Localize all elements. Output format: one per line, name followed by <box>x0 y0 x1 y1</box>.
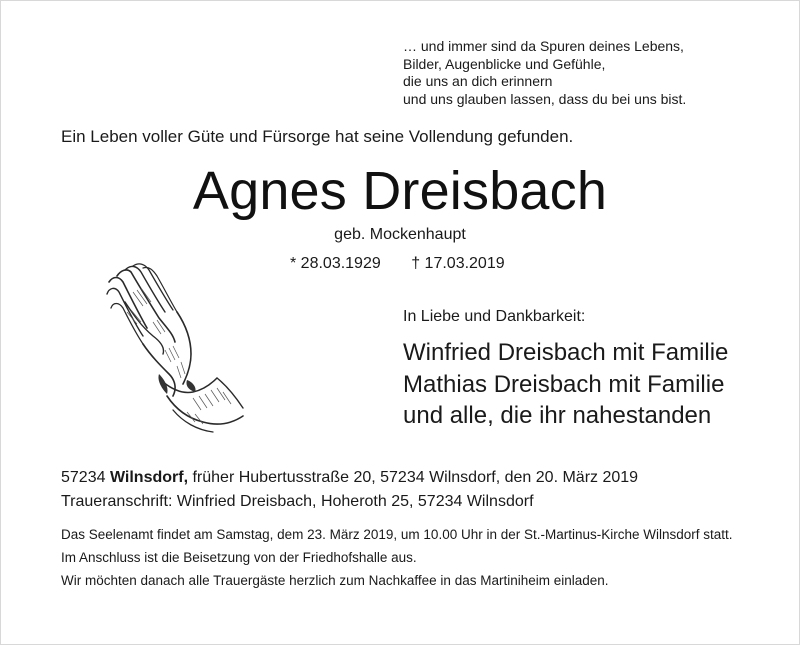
residence-details: früher Hubertusstraße 20, 57234 Wilnsdorf, den 20. März 2019 <box>192 469 639 486</box>
poem-line: … und immer sind da Spuren deines Lebens, <box>403 38 684 54</box>
residence-line <box>61 466 638 490</box>
maiden-name: geb. Mockenhaupt <box>334 226 466 243</box>
mourner-line: Mathias Dreisbach mit Familie <box>403 370 725 398</box>
note-paragraph: Wir möchten danach alle Trauergäste herzlich zum Nachkaffee in das Martiniheim einladen. <box>61 573 609 588</box>
life-dates <box>290 255 505 273</box>
poem-line: und uns glauben lassen, dass du bei uns bist. <box>403 90 687 107</box>
mourner-line: und alle, die ihr nahestanden <box>403 402 712 429</box>
mourning-address: Traueranschrift: Winfried Dreisbach, Hoheroth 25, 57234 Wilnsdorf <box>61 493 534 510</box>
poem-line: die uns an dich erinnern <box>403 73 553 89</box>
note-paragraph: Das Seelenamt findet am Samstag, dem 23. März 2019, um 10.00 Uhr in der St.-Martinus-Kirche Wilnsdorf statt. <box>61 527 733 542</box>
poem <box>403 38 686 108</box>
birth-date: * 28.03.1929 <box>290 255 381 272</box>
address-block <box>61 466 638 514</box>
thanks-line: In Liebe und Dankbarkeit: <box>403 308 586 325</box>
zip-code: 57234 <box>61 469 106 486</box>
praying-hands-icon <box>103 262 249 434</box>
poem-line: Bilder, Augenblicke und Gefühle, <box>403 55 606 72</box>
intro-sentence: Ein Leben voller Güte und Fürsorge hat seine Vollendung gefunden. <box>61 127 574 146</box>
service-notes <box>61 526 741 595</box>
death-date: † 17.03.2019 <box>411 255 505 272</box>
town-name: Wilnsdorf, <box>109 469 189 486</box>
deceased-name: Agnes Dreisbach <box>192 161 608 221</box>
note-paragraph: Im Anschluss ist die Beisetzung von der Friedhofshalle aus. <box>61 550 417 565</box>
mourners-list <box>403 337 728 432</box>
mourner-line: Winfried Dreisbach mit Familie <box>403 339 729 366</box>
